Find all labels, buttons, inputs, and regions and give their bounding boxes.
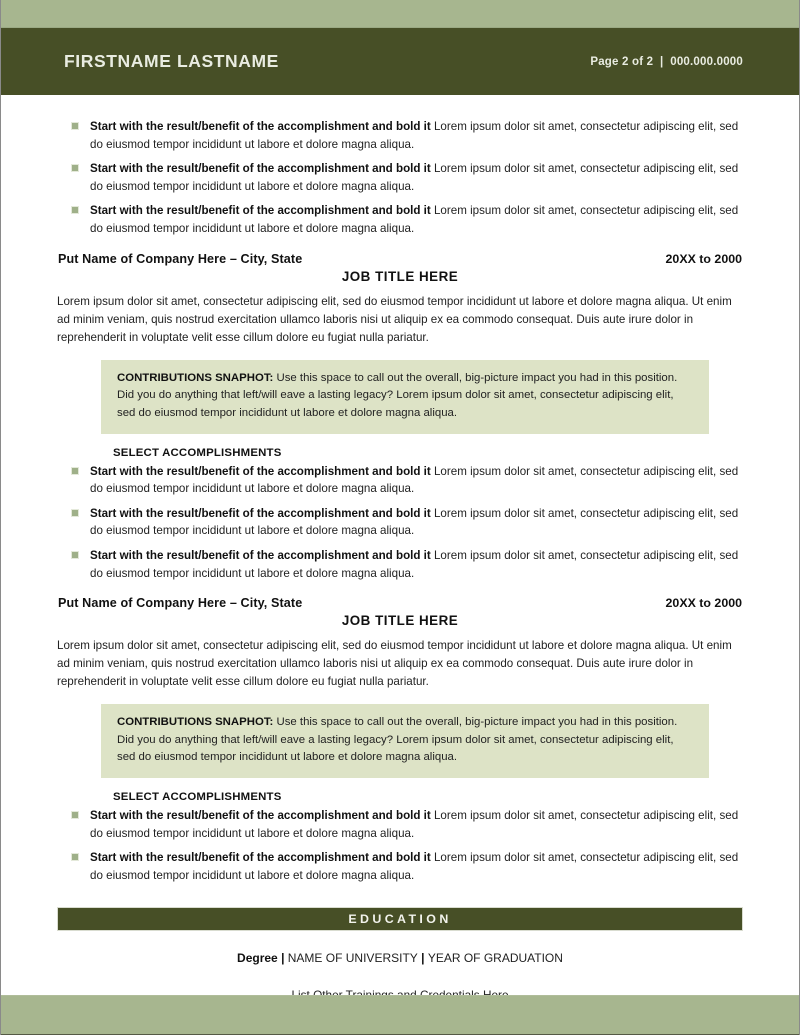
contributions-snapshot-text <box>117 370 695 423</box>
accomplishment-bullet <box>57 463 743 498</box>
company-name: Put Name of Company Here – City, State <box>58 251 303 266</box>
company-name: Put Name of Company Here – City, State <box>58 596 303 611</box>
education-section-title: EDUCATION <box>348 911 452 926</box>
continued-accomplishments-list <box>57 118 743 238</box>
accomplishment-detail: Lorem ipsum dolor sit amet, consectetur adipiscing elit, sed do eiusmod tempor incididunt ut labore et dolore magna aliqua. <box>90 204 739 236</box>
contributions-snapshot-text <box>117 714 695 767</box>
accomplishment-bullet <box>57 160 743 195</box>
accomplishment-detail: Lorem ipsum dolor sit amet, consectetur adipiscing elit, sed do eiusmod tempor incididunt ut labore et dolore magna aliqua. <box>90 120 739 151</box>
university-name: NAME OF UNIVERSITY <box>287 950 418 965</box>
employment-dates: 20XX to 2000 <box>665 251 742 266</box>
contributions-snapshot-box <box>101 360 709 434</box>
candidate-name: FIRSTNAME LASTNAME <box>64 51 279 71</box>
education-degree-line <box>57 951 743 965</box>
job-header <box>57 252 743 266</box>
contributions-snapshot-label: CONTRIBUTIONS SNAPHOT: <box>117 716 274 729</box>
contributions-snapshot-body: Use this space to call out the overall, big-picture impact you had in this position. Did you do anything that left/will eave a lasting legacy? Lorem ipsum dolor sit amet, consectetur adipiscing elit, sed do eiusmod tempor incididunt ut labore et dolore magna aliqua. <box>117 716 678 764</box>
select-accomplishments-list <box>57 463 743 583</box>
bottom-accent-band <box>1 995 799 1035</box>
body-top-spacer <box>57 95 743 118</box>
employment-dates: 20XX to 2000 <box>665 596 742 611</box>
accomplishment-lead: Start with the result/benefit of the accomplishment and bold it <box>90 506 431 520</box>
accomplishment-detail: Lorem ipsum dolor sit amet, consectetur adipiscing elit, sed do eiusmod tempor incididunt ut labore et dolore magna aliqua. <box>90 851 739 882</box>
job-summary-paragraph: Lorem ipsum dolor sit amet, consectetur adipiscing elit, sed do eiusmod tempor incididunt ut labore et dolore magna aliqua. Ut enim ad minim veniam, quis nostrud exercitation ullamco laboris nisi ut aliquip ex ea commodo consequat. Duis aute irure dolor in reprehenderit in voluptate velit esse cillum dolore eu fugiat nulla pariatur. <box>57 294 732 344</box>
select-accomplishments-list <box>57 807 743 884</box>
accomplishment-bullet <box>57 547 743 582</box>
graduation-year: YEAR OF GRADUATION <box>427 950 563 965</box>
job-title: JOB TITLE HERE <box>341 268 459 284</box>
accomplishment-bullet <box>57 505 743 540</box>
accomplishment-detail: Lorem ipsum dolor sit amet, consectetur adipiscing elit, sed do eiusmod tempor incididunt ut labore et dolore magna aliqua. <box>90 549 739 580</box>
accomplishment-bullet <box>57 202 743 237</box>
accomplishment-lead: Start with the result/benefit of the accomplishment and bold it <box>90 464 431 478</box>
page-number-and-phone: Page 2 of 2 | 000.000.0000 <box>590 55 743 68</box>
contributions-snapshot-label: CONTRIBUTIONS SNAPHOT: <box>117 371 274 384</box>
accomplishment-detail: Lorem ipsum dolor sit amet, consectetur adipiscing elit, sed do eiusmod tempor incididunt ut labore et dolore magna aliqua. <box>90 162 739 193</box>
degree-separator-2: | <box>417 950 428 965</box>
accomplishment-detail: Lorem ipsum dolor sit amet, consectetur adipiscing elit, sed do eiusmod tempor incididunt ut labore et dolore magna aliqua. <box>90 809 739 840</box>
accomplishment-lead: Start with the result/benefit of the accomplishment and bold it <box>90 851 431 865</box>
page-header <box>1 28 799 95</box>
contributions-snapshot-box <box>101 704 709 778</box>
accomplishment-lead: Start with the result/benefit of the accomplishment and bold it <box>90 809 431 823</box>
document-body <box>1 95 799 1002</box>
top-accent-band <box>1 0 799 28</box>
degree-label: Degree <box>237 950 278 965</box>
accomplishment-bullet <box>57 849 743 884</box>
accomplishment-lead: Start with the result/benefit of the accomplishment and bold it <box>90 549 431 563</box>
accomplishment-bullet <box>57 807 743 842</box>
degree-separator-1: | <box>277 950 288 965</box>
job-entries <box>57 252 743 885</box>
select-accomplishments-heading: SELECT ACCOMPLISHMENTS <box>113 791 282 804</box>
select-accomplishments-heading: SELECT ACCOMPLISHMENTS <box>113 446 282 459</box>
accomplishment-detail: Lorem ipsum dolor sit amet, consectetur adipiscing elit, sed do eiusmod tempor incididunt ut labore et dolore magna aliqua. <box>90 464 739 496</box>
contributions-snapshot-body: Use this space to call out the overall, big-picture impact you had in this position. Did you do anything that left/will eave a lasting legacy? Lorem ipsum dolor sit amet, consectetur adipiscing elit, sed do eiusmod tempor incididunt ut labore et dolore magna aliqua. <box>117 371 678 419</box>
accomplishment-lead: Start with the result/benefit of the accomplishment and bold it <box>90 204 431 218</box>
job-summary-paragraph: Lorem ipsum dolor sit amet, consectetur adipiscing elit, sed do eiusmod tempor incididunt ut labore et dolore magna aliqua. Ut enim ad minim veniam, quis nostrud exercitation ullamco laboris nisi ut aliquip ex ea commodo consequat. Duis aute irure dolor in reprehenderit in voluptate velit esse cillum dolore eu fugiat nulla pariatur. <box>57 639 732 689</box>
job-title: JOB TITLE HERE <box>341 613 459 629</box>
education-section-bar <box>57 907 743 931</box>
accomplishment-detail: Lorem ipsum dolor sit amet, consectetur adipiscing elit, sed do eiusmod tempor incididunt ut labore et dolore magna aliqua. <box>90 506 739 538</box>
job-header <box>57 596 743 610</box>
accomplishment-lead: Start with the result/benefit of the accomplishment and bold it <box>90 120 431 133</box>
accomplishment-bullet <box>57 118 743 153</box>
accomplishment-lead: Start with the result/benefit of the accomplishment and bold it <box>90 162 431 176</box>
